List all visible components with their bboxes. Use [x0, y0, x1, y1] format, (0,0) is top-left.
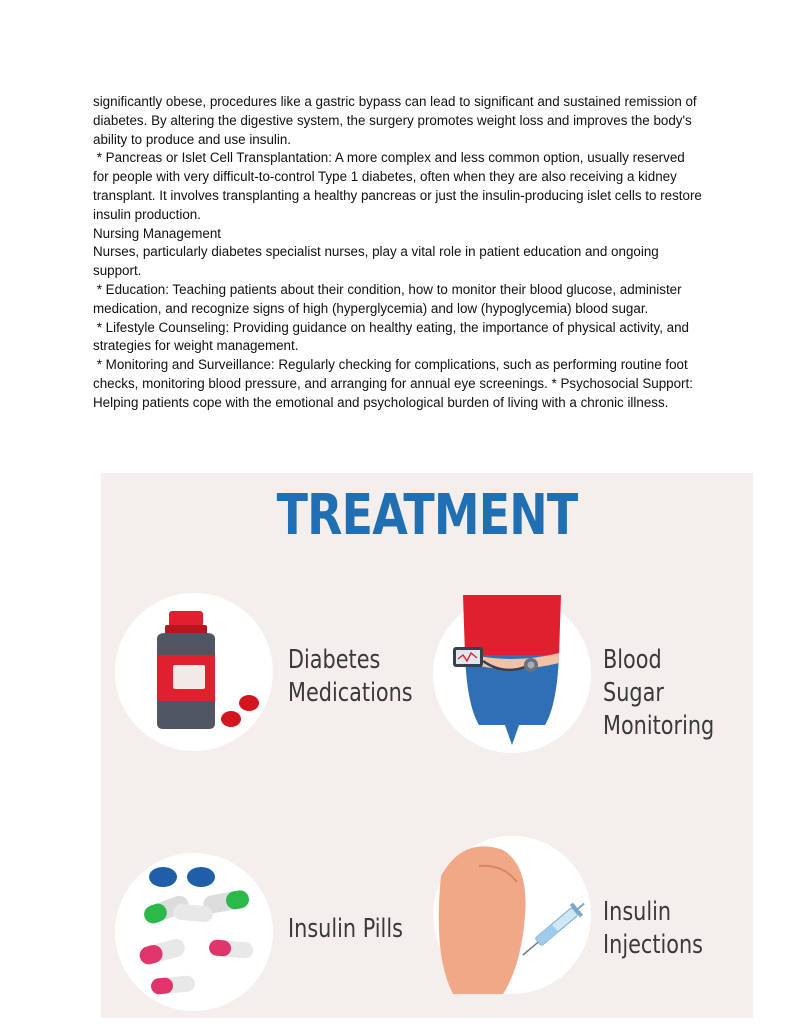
injections-circle	[433, 836, 591, 994]
caption-diabetes-medications: Diabetes Medications	[288, 645, 413, 708]
glucose-monitor-icon	[433, 595, 591, 753]
caption-blood-sugar-monitoring: Blood Sugar Monitoring	[603, 645, 715, 741]
caption-insulin-pills: Insulin Pills	[288, 914, 403, 944]
pills-circle	[115, 853, 273, 1011]
pills-icon	[115, 853, 273, 1011]
section-heading-nursing-management: Nursing Management	[93, 225, 222, 241]
monitoring-circle	[433, 595, 591, 753]
paragraph-transplantation: * Pancreas or Islet Cell Transplantation: A more complex and less common option, usually reserved for people with very difficult-to-control Type 1 diabetes, often when they are also receiving a kidney transplant. It involves transplanting a healthy pancreas or just the insulin-producing islet cells to restore insulin production.	[93, 150, 706, 222]
document-body-text	[93, 93, 706, 413]
paragraph-lifestyle: * Lifestyle Counseling: Providing guidance on healthy eating, the importance of physical activity, and strategies for weight management.	[93, 319, 693, 354]
treatment-infographic	[101, 473, 753, 1018]
paragraph-nurses-role: Nurses, particularly diabetes specialist nurses, play a vital role in patient education and ongoing support.	[93, 244, 663, 279]
paragraph-education: * Education: Teaching patients about their condition, how to monitor their blood glucose, administer medication, and recognize signs of high (hyperglycemia) and low (hypoglycemia) blood sugar.	[93, 281, 686, 316]
syringe-icon	[433, 836, 591, 994]
caption-insulin-injections: Insulin Injections	[603, 897, 704, 960]
paragraph-surgery: significantly obese, procedures like a gastric bypass can lead to significant and sustained remission of diabetes. By altering the digestive system, the surgery promotes weight loss and improves the body's ability to produce and use insulin.	[93, 94, 701, 147]
paragraph-monitoring: * Monitoring and Surveillance: Regularly checking for complications, such as performing routine foot checks, monitoring blood pressure, and arranging for annual eye screenings. * Psychosocial Support: Helping patients cope with the emotional and psychological burden of living with a chronic illness.	[93, 357, 697, 410]
medicine-bottle-icon	[115, 593, 273, 751]
infographic-title: TREATMENT	[276, 483, 578, 548]
medications-circle	[115, 593, 273, 751]
